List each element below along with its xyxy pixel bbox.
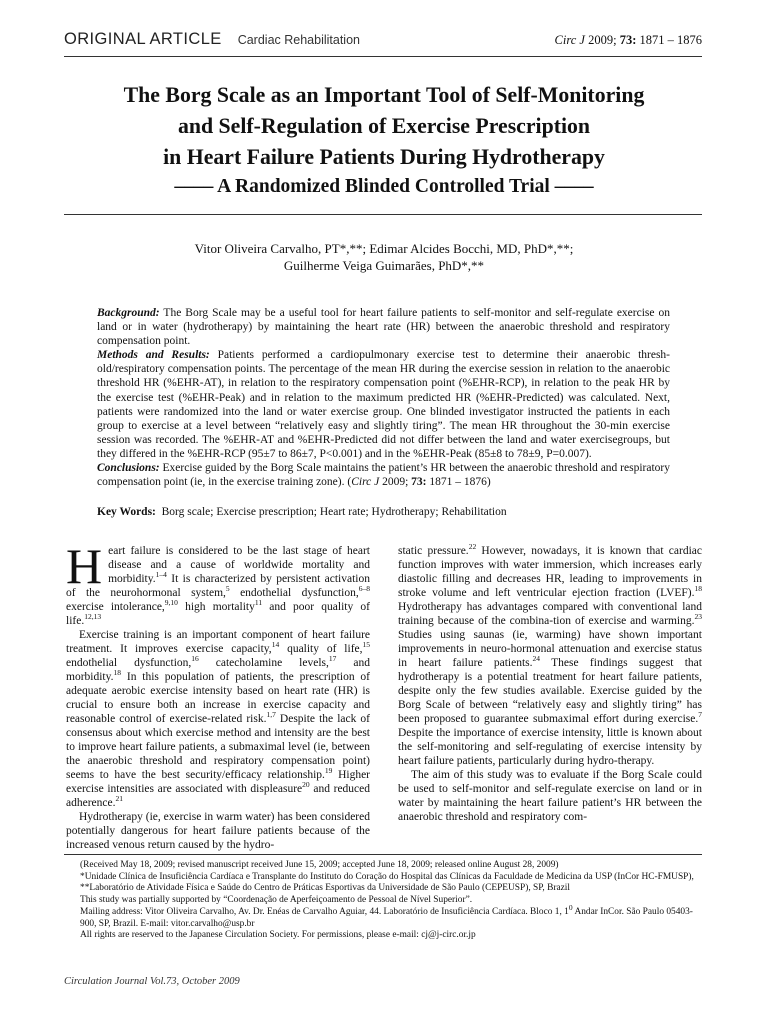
section-name: Cardiac Rehabilitation <box>237 33 360 47</box>
footnote-rule <box>64 854 702 855</box>
running-header <box>64 30 702 52</box>
drop-cap: H <box>66 538 103 594</box>
funding-note: This study was partially supported by “Coordenação de Aperfeiçoamento de Pessoal de Nível Superior”. <box>80 895 473 906</box>
footnotes <box>80 860 698 942</box>
abstract-methods: Methods and Results: Patients performed a cardiopulmonary exercise test to determine their anaerobic thresh-old/respiratory compensation points. The percentage of the mean HR during the exercise session in relation to the anaerobic threshold HR (%EHR-AT), in relation to the respiratory compensation point (%EHR-RCP), in relation to the peak HR by the exercise test (%EHR-Peak) and in relation to the maximum predicted HR (%EHR-Predicted) was calculated. Next, patients were randomized into the land or water exercise group. One blinded investigator instructed the patients in each group to exercise at a level between “relatively easy and slightly tiring”. The mean HR throughout the 30-min exercise session was recorded. The %EHR-AT and %EHR-Predicted did not differ between the land and water exercisegroups, but they differed in the %EHR-RCP (95±7 to 86±7, P<0.001) and in the %EHR-Peak (85±8 to 78±9, P=0.007). <box>97 349 671 460</box>
body-column-right <box>398 544 702 824</box>
affiliations: *Unidade Clínica de Insuficiência Cardíaca e Transplante do Instituto do Coração do Hospital das Clínicas da Faculdade de Medicina da USP (InCor HC-FMUSP), **Laboratório de Atividade Física e Saúde do Centro de Práticas Esportivas da Universidade de São Paulo (CEPEUSP), SP, Brazil <box>80 871 694 894</box>
body-paragraph: Exercise training is an important component of heart failure treatment. It improves exercise capacity,$^{14}$ quality of life,$^{15}$ endothelial dysfunction,$^{16}$ catecholamine levels,$^{17}$ and morbidity.$^{18}$ In this population of patients, the prescription of adequate aerobic exercise intensity based on heart rate (HR) is crucial to ensure both an increase in exercise capacity and reasonable control of exercise-related risk.$^{1,7}$ Despite the lack of consensus about which exercise method and intensity are the best to improve heart failure patients, a submaximal level (ie, between the anaerobic threshold and respiratory compensation point) seems to have the best security/efficacy relationship.$^{19}$ Higher exercise intensities are associated with displeasure$^{20}$ and reduced adherence.$^{21}$ <box>66 629 371 809</box>
key-words: Key Words: Borg scale; Exercise prescription; Heart rate; Hydrotherapy; Rehabilitation <box>97 506 507 518</box>
author-list: Vitor Oliveira Carvalho, PT*,**; Edimar Alcides Bocchi, MD, PhD*,**; Guilherme Veiga Guimarães, PhD*,** <box>194 241 574 273</box>
rights-notice: All rights are reserved to the Japanese Circulation Society. For permissions, please e-mail: cj@j-circ.or.jp <box>80 930 476 941</box>
body-paragraph: static pressure.$^{22}$ However, nowadays, it is known that cardiac function improves with water immersion, which increases early diastolic filling and decreases HR, leading to improvements in stroke volume and left ventricular ejection fraction (LVEF).$^{18}$ Hydrotherapy has advantages compared with conventional land training because of the combina-tion of exercise and warming.$^{23}$ Studies using saunas (ie, warming) have shown important improvements in neuro-hormonal attenuation and exercise status in heart failure patients.$^{24}$ These findings suggest that hydrotherapy is a potential treatment for heart failure patients, despite only the few studies available. Exercise guided by the Borg Scale of between “relatively easy and slightly tiring” has been proposed to guarantee submaximal effort during exercise.$^7$ Despite the importance of exercise intensity, little is known about the self-monitoring and self-regulating of exercise intensity by heart failure patients, particularly during hydro-therapy. <box>398 542 702 767</box>
abstract <box>97 306 670 489</box>
body-paragraph: The aim of this study was to evaluate if the Borg Scale could be used to self-monitor and self-regulate exercise on land or in water by maintaining the heart failure patient’s HR between the anaerobic threshold and respiratory com- <box>398 769 702 823</box>
mailing-address: Mailing address: Vitor Oliveira Carvalho, Av. Dr. Enéas de Carvalho Aguiar, 44. Laboratório de Insuficiência Cardíaca. Bloco 1, $1^0$ Andar InCor. São Paulo 05403-900, SP, Brazil. E-mail: vitor.carvalho@usp.br <box>80 902 693 929</box>
body-paragraph: Hydrotherapy (ie, exercise in warm water) has been considered potentially dangerous for heart failure patients because of the increased venous return caused by the hydro- <box>66 811 370 851</box>
page-footer: Circulation Journal Vol.73, October 2009 <box>64 976 240 987</box>
abstract-conclusions: Conclusions: Exercise guided by the Borg Scale maintains the patient’s HR between the anaerobic threshold and respiratory compensation point (ie, in the exercise training zone). (Circ J 2009; 73: 1871 – 1876) <box>97 462 670 489</box>
article-type: ORIGINAL ARTICLE <box>64 30 222 48</box>
article-subtitle: –––– A Randomized Blinded Controlled Trial –––– <box>174 176 594 197</box>
article-title: The Borg Scale as an Important Tool of Self-Monitoring and Self-Regulation of Exercise Prescription in Heart Failure Patients During Hydrotherapy <box>123 83 645 169</box>
body-paragraph: Heart failure is considered to be the last stage of heart disease and a cause of worldwide mortality and morbidity.$^{1-4}$ It is characterized by persistent activation of the neurohormonal system,$^5$ endothelial dysfunction,$^{6-8}$ exercise intolerance,$^{9,10}$ high mortality$^{11}$ and poor quality of life.$^{12,13}$ <box>66 538 370 627</box>
citation-header: Circ J 2009; 73: 1871 – 1876 <box>554 33 702 47</box>
received-dates: (Received May 18, 2009; revised manuscript received June 15, 2009; accepted June 18, 2009; released online August 28, 2009) <box>80 860 559 870</box>
title-rule <box>64 214 702 215</box>
body-column-left <box>66 538 371 852</box>
abstract-background: Background: The Borg Scale may be a useful tool for heart failure patients to self-monitor and self-regulate exercise on land or in water (hydrotherapy) by maintaining the heart rate (HR) between the anaerobic threshold and respiratory compensation point. <box>97 307 670 348</box>
header-rule <box>64 56 702 57</box>
